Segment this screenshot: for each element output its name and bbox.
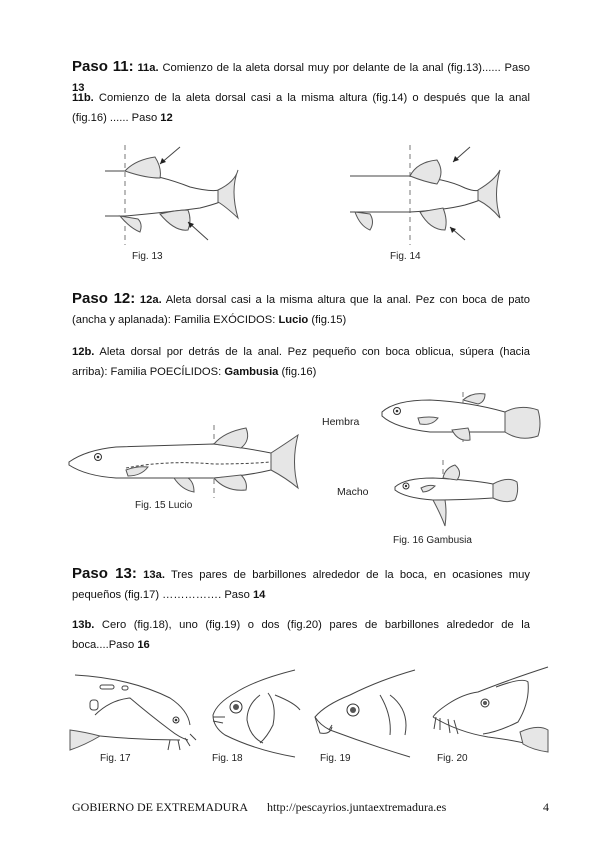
fig-19-caption: Fig. 19 xyxy=(320,753,351,764)
text-13b: Cero (fig.18), uno (fig.19) o dos (fig.20) pares de barbillones alrededor de la boca....Paso xyxy=(72,619,530,651)
dorsal-fin xyxy=(443,465,460,480)
paso-12b xyxy=(72,342,530,382)
fig-14-drawing xyxy=(345,140,505,250)
dorsal-fin xyxy=(125,157,160,178)
key-12a: 12a. xyxy=(139,294,162,306)
key-11b: 11b. xyxy=(72,92,94,104)
fig-13-caption: Fig. 13 xyxy=(132,251,163,262)
paso-12-heading: Paso 12: xyxy=(72,290,136,307)
eye xyxy=(233,704,239,710)
ref-12a: (fig.15) xyxy=(308,314,347,326)
target-11a: 13 xyxy=(72,82,85,94)
key-13b: 13b. xyxy=(72,619,95,631)
fig-17-caption: Fig. 17 xyxy=(100,753,131,764)
fig-13-drawing xyxy=(100,140,250,250)
dorsal-fin xyxy=(410,160,441,184)
eye xyxy=(350,707,356,713)
species-gambusia: Gambusia xyxy=(224,366,279,378)
fig-20-drawing xyxy=(428,662,553,757)
text-12b: Aleta dorsal por detrás de la anal. Pez pequeño con boca oblicua, súpera (hacia arriba): Familia POECÍLIDOS: xyxy=(72,346,530,378)
fig-15-pike-drawing xyxy=(66,420,306,500)
pelvic-fin xyxy=(174,478,194,492)
page-number: 4 xyxy=(543,800,549,814)
key-12b: 12b. xyxy=(72,346,95,358)
fig-14-caption: Fig. 14 xyxy=(390,251,421,262)
fig-17-drawing xyxy=(70,670,200,755)
paso-11b xyxy=(72,88,530,128)
anal-fin xyxy=(420,208,446,230)
species-lucio: Lucio xyxy=(278,314,309,326)
target-11b: 12 xyxy=(160,112,173,124)
fig-16-caption: Fig. 16 Gambusia xyxy=(393,535,472,546)
tail-fin xyxy=(493,479,518,501)
eye xyxy=(405,485,407,487)
text-12a: Aleta dorsal casi a la misma altura que la anal. Pez con boca de pato (ancha y aplanada): Familia EXÓCIDOS: xyxy=(72,294,531,326)
paso-13a xyxy=(72,564,530,605)
paso-13-heading: Paso 13: xyxy=(72,565,137,582)
barbels xyxy=(168,734,196,750)
ref-12b: (fig.16) xyxy=(278,366,317,378)
target-13a: 14 xyxy=(252,589,266,601)
fig-18-caption: Fig. 18 xyxy=(212,753,243,764)
eye xyxy=(483,701,487,705)
eye xyxy=(175,719,178,722)
fig-20-caption: Fig. 20 xyxy=(437,753,468,764)
eye xyxy=(97,456,100,459)
pelvic-fin xyxy=(120,216,141,232)
tail-fin xyxy=(218,170,238,218)
text-13a: Tres pares de barbillones alrededor de la boca, en ocasiones muy pequeños (fig.17) ……………. Paso xyxy=(72,569,531,601)
key-13a: 13a. xyxy=(143,569,165,581)
paso-12a xyxy=(72,289,530,330)
key-11a: 11a. xyxy=(137,62,159,74)
fig-16-male-drawing xyxy=(393,460,523,530)
pectoral-fin xyxy=(520,727,548,752)
dorsal-fin xyxy=(214,428,248,448)
footer-url[interactable]: http://pescayrios.juntaextremadura.es xyxy=(267,800,447,814)
footer-org: GOBIERNO DE EXTREMADURA xyxy=(72,800,248,814)
label-hembra: Hembra xyxy=(322,416,360,428)
fig-16-female-drawing xyxy=(380,392,550,452)
anal-fin xyxy=(214,475,246,490)
gonopodium xyxy=(433,500,446,526)
eye xyxy=(396,410,399,413)
text-11a: Comienzo de la aleta dorsal muy por delante de la anal (fig.13)...... Paso xyxy=(158,62,531,74)
fig-18-drawing xyxy=(205,665,305,755)
paso-13b xyxy=(72,615,530,655)
fig-19-drawing xyxy=(310,665,420,755)
target-13b: 16 xyxy=(137,639,150,651)
anal-fin xyxy=(160,210,190,230)
label-macho: Macho xyxy=(337,486,369,498)
tail-fin xyxy=(505,407,540,438)
tail-fin xyxy=(271,435,298,488)
text-11b: Comienzo de la aleta dorsal casi a la misma altura (fig.14) o después que la anal (fig.16) ...... Paso xyxy=(72,92,530,124)
pectoral-fin xyxy=(70,730,100,750)
dorsal-fin xyxy=(463,394,485,404)
tail-fin xyxy=(478,170,500,218)
paso-11-heading: Paso 11: xyxy=(72,58,134,75)
anal-fin xyxy=(452,428,470,440)
fig-15-caption: Fig. 15 Lucio xyxy=(135,500,193,511)
pelvic-fin xyxy=(355,212,373,230)
